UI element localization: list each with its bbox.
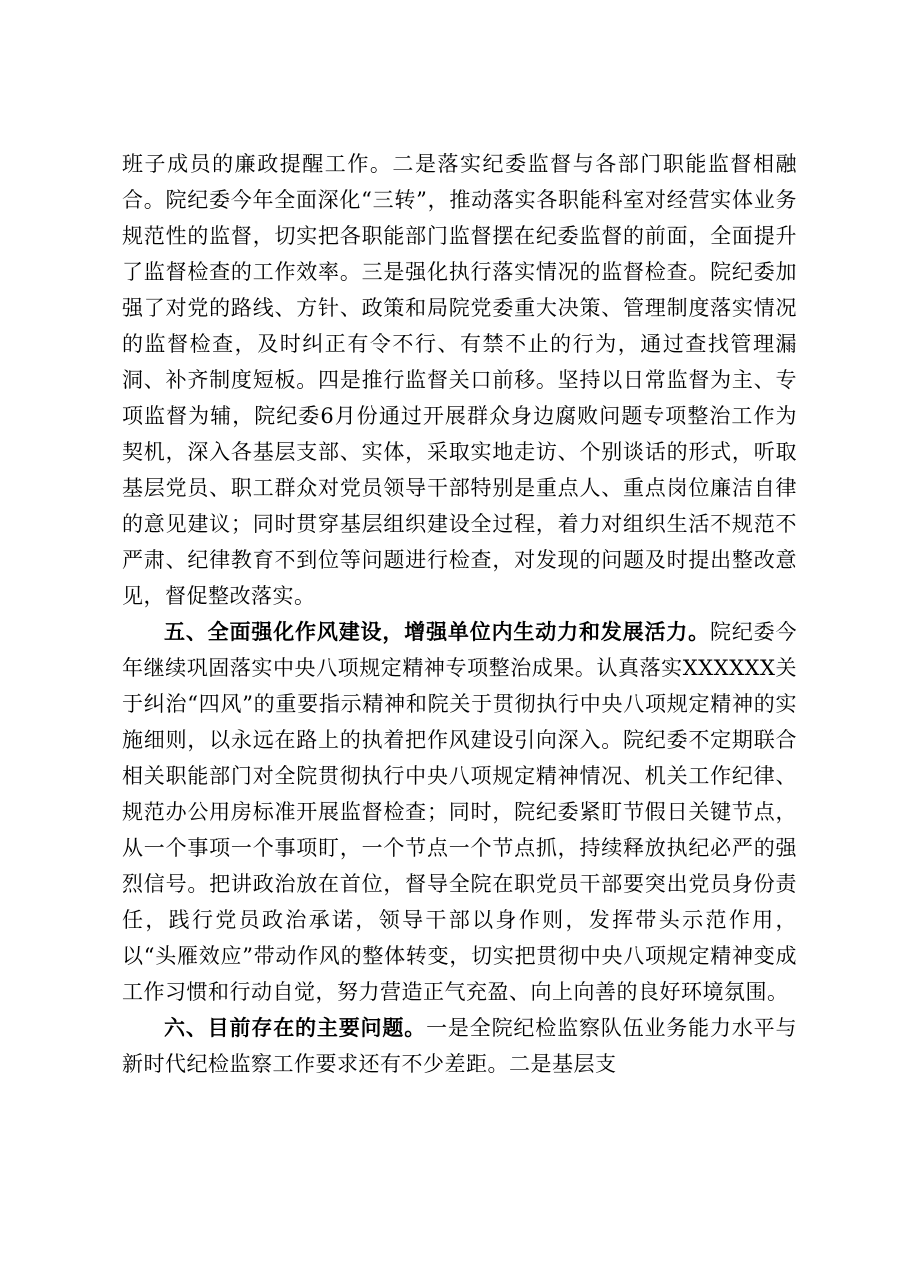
- section-6-paragraph: [122, 1010, 797, 1082]
- section-5-paragraph: [122, 614, 797, 1010]
- section-6-heading: 六、目前存在的主要问题。: [164, 1016, 427, 1040]
- paragraph-continuation: 班子成员的廉政提醒工作。二是落实纪委监督与各部门职能监督相融合。院纪委今年全面深化“三转”，推动落实各职能科室对经营实体业务规范性的监督，切实把各职能部门监督摆在纪委监督的前面，全面提升了监督检查的工作效率。三是强化执行落实情况的监督检查。院纪委加强了对党的路线、方针、政策和局院党委重大决策、管理制度落实情况的监督检查，及时纠正有令不行、有禁不止的行为，通过查找管理漏洞、补齐制度短板。四是推行监督关口前移。坚持以日常监督为主、专项监督为辅，院纪委6月份通过开展群众身边腐败问题专项整治工作为契机，深入各基层支部、实体，采取实地走访、个别谈话的形式，听取基层党员、职工群众对党员领导干部特别是重点人、重点岗位廉洁自律的意见建议；同时贯穿基层组织建设全过程，着力对组织生活不规范不严肃、纪律教育不到位等问题进行检查，对发现的问题及时提出整改意见，督促整改落实。: [122, 152, 797, 608]
- section-5-body: 院纪委今年继续巩固落实中央八项规定精神专项整治成果。认真落实XXXXXX关于纠治“四风”的重要指示精神和院关于贯彻执行中央八项规定精神的实施细则，以永远在路上的执着把作风建设引向深入。院纪委不定期联合相关职能部门对全院贯彻执行中央八项规定精神情况、机关工作纪律、规范办公用房标准开展监督检查；同时，院纪委紧盯节假日关键节点，从一个事项一个事项盯，一个节点一个节点抓，持续释放执纪必严的强烈信号。把讲政治放在首位，督导全院在职党员干部要突出党员身份责任，践行党员政治承诺，领导干部以身作则，发挥带头示范作用，以“头雁效应”带动作风的整体转变，切实把贯彻中央八项规定精神变成工作习惯和行动自觉，努力营造正气充盈、向上向善的良好环境氛围。: [122, 620, 798, 1004]
- section-6-body: 一是全院纪检监察队伍业务能力水平与新时代纪检监察工作要求还有不少差距。二是基层支: [122, 1016, 798, 1076]
- document-body: [122, 146, 797, 1082]
- section-5-heading: 五、全面强化作风建设，增强单位内生动力和发展活力。: [164, 620, 710, 644]
